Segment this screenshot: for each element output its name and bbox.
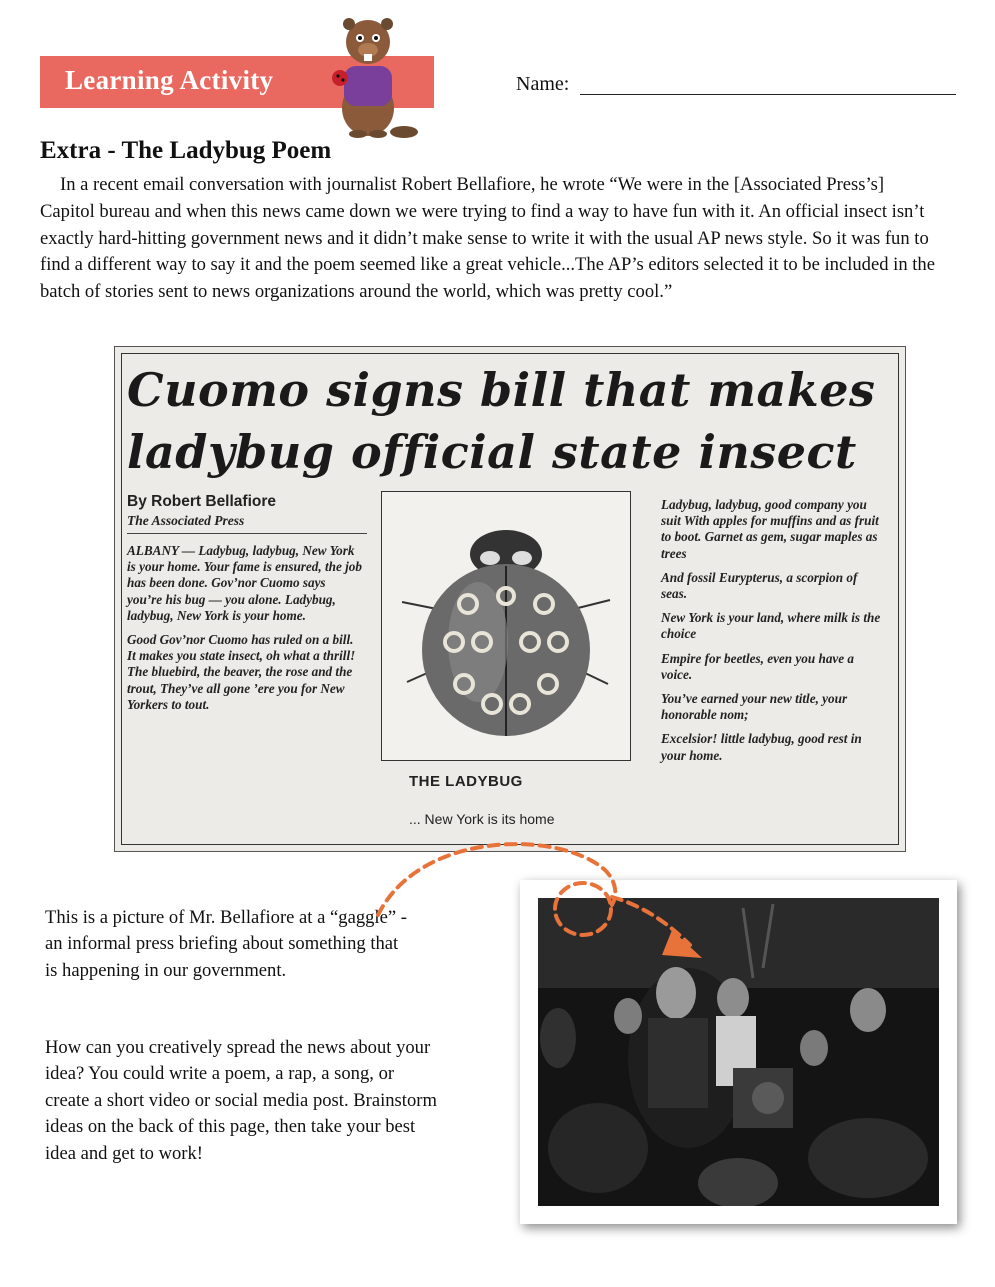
clipping-headline (127, 359, 875, 483)
poem-stanza: Ladybug, ladybug, good company you suit With apples for muffins and as fruit to boot. Garnet as gem, sugar maples as trees (661, 497, 879, 561)
photo-description: This is a picture of Mr. Bellafiore at a “gaggle” - an informal press briefing about something that is happening in our government. (45, 907, 407, 981)
ladybug-photo (381, 491, 631, 761)
poem-stanza: ALBANY — Ladybug, ladybug, New York is your home. Your fame is ensured, the job has been done. Gov’nor Cuomo says you’re his bug — you alone. Ladybug, ladybug, New York is your home. (127, 543, 362, 623)
press-gaggle-photo (520, 880, 957, 1224)
photo-caption: THE LADYBUG (409, 773, 523, 790)
ladybug-icon (382, 492, 630, 760)
clipping-agency: The Associated Press (127, 513, 245, 528)
press-gaggle-image (538, 898, 939, 1206)
poem-stanza: Empire for beetles, even you have a voice. (661, 650, 855, 682)
headline-line-2: ladybug official state insect (127, 425, 857, 479)
poem-stanza: Good Gov’nor Cuomo has ruled on a bill. It makes you state insect, oh what a thrill! The bluebird, the beaver, the rose and the trout, They’ve all gone ’ere you for New Yorkers to tout. (127, 632, 356, 712)
poem-stanza: You’ve earned your new title, your honorable nom; (661, 691, 848, 723)
intro-paragraph: In a recent email conversation with journalist Robert Bellafiore, he wrote “We were in the [Associated Press’s] Capitol bureau and when this news came down we were trying to find a way to have fun with it. An official insect isn’t exactly hard-hitting government news and it didn’t make sense to write it with the usual AP news style. So it was fun to find a different way to say it and the poem seemed like a great vehicle...The AP’s editors selected it to be included in the batch of stories sent to news organizations around the world, which was pretty cool.” (40, 174, 935, 303)
poem-right-column (661, 497, 885, 772)
poem-left-column (127, 543, 363, 721)
poem-stanza: New York is your land, where milk is the choice (661, 610, 881, 642)
poem-stanza: Excelsior! little ladybug, good rest in your home. (661, 731, 862, 763)
activity-prompt: How can you creatively spread the news about your idea? You could write a poem, a rap, a song, or create a short video or social media post. Brainstorm ideas on the back of this page, then take your best idea and get to work! (45, 1037, 437, 1164)
poem-stanza: And fossil Eurypterus, a scorpion of seas. (661, 569, 858, 602)
headline-line-1: Cuomo signs bill that makes (127, 363, 876, 417)
banner-label: Learning Activity (65, 65, 274, 95)
activity-title: Extra - The Ladybug Poem (40, 137, 332, 164)
clipping-byline: By Robert Bellafiore (127, 493, 277, 510)
beaver-mascot-icon (318, 12, 418, 140)
name-label: Name: (516, 73, 570, 95)
byline-divider (127, 533, 367, 534)
name-input-line[interactable] (580, 94, 956, 95)
newspaper-clipping (114, 346, 906, 852)
photo-subcaption: ... New York is its home (409, 811, 555, 827)
